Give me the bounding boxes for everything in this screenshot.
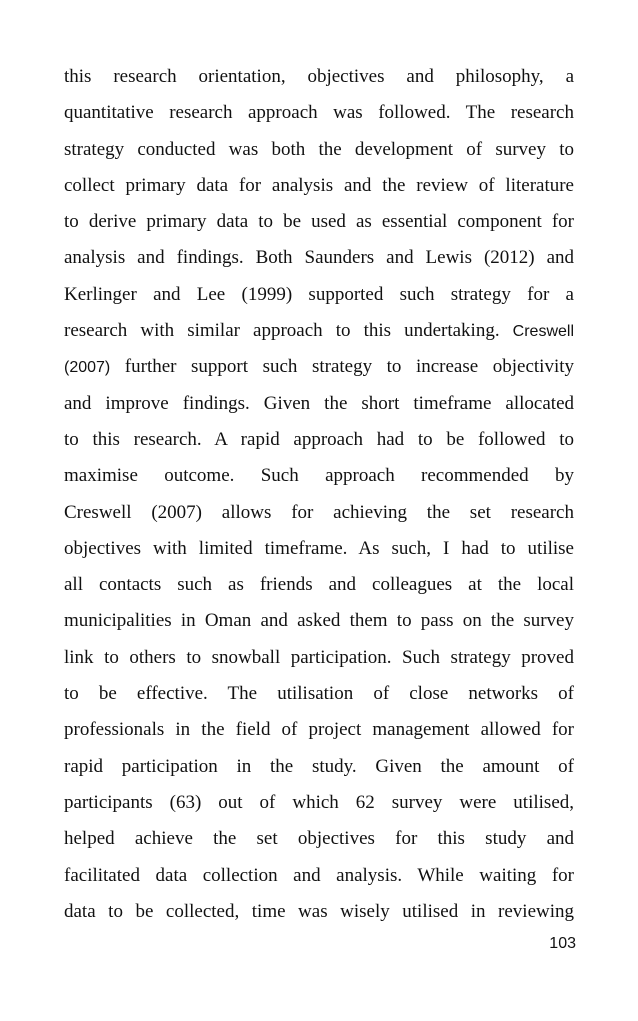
text-segment: research with similar approach to this undertaking. (64, 320, 500, 342)
citation-year: (2007) (64, 359, 111, 377)
page-number: 103 (549, 935, 576, 952)
text-line (64, 316, 574, 352)
text-line: collect primary data for analysis and the review of literature (64, 174, 574, 196)
text-line: to derive primary data to be used as essential component for (64, 211, 574, 233)
text-line: Creswell (2007) allows for achieving the set research (64, 501, 574, 523)
text-line (64, 352, 574, 388)
text-line: rapid participation in the study. Given the amount of (64, 755, 574, 777)
text-line: data to be collected, time was wisely utilised in reviewing (64, 900, 574, 922)
text-line: to be effective. The utilisation of close networks of (64, 683, 574, 705)
text-line: municipalities in Oman and asked them to pass on the survey (64, 610, 574, 632)
text-line: participants (63) out of which 62 survey were utilised, (64, 791, 574, 813)
text-line: maximise outcome. Such approach recommended by (64, 465, 574, 487)
text-line: Kerlinger and Lee (1999) supported such strategy for a (64, 283, 574, 305)
text-line: professionals in the field of project management allowed for (64, 719, 574, 741)
text-line: all contacts such as friends and colleagues at the local (64, 574, 574, 596)
text-line: to this research. A rapid approach had to be followed to (64, 428, 574, 450)
text-line: link to others to snowball participation. Such strategy proved (64, 646, 574, 668)
text-line: analysis and findings. Both Saunders and Lewis (2012) and (64, 247, 574, 269)
text-line: and improve findings. Given the short timeframe allocated (64, 392, 574, 414)
text-line: strategy conducted was both the development of survey to (64, 138, 574, 160)
body-paragraph (64, 62, 574, 933)
text-line: quantitative research approach was followed. The research (64, 102, 574, 124)
text-segment: further support such strategy to increase objectivity (124, 356, 575, 378)
text-line: helped achieve the set objectives for this study and (64, 828, 574, 850)
text-line: this research orientation, objectives and philosophy, a (64, 66, 574, 87)
text-line: objectives with limited timeframe. As such, I had to utilise (64, 537, 574, 559)
citation-author: Creswell (512, 323, 575, 341)
text-line: facilitated data collection and analysis. While waiting for (64, 864, 574, 886)
